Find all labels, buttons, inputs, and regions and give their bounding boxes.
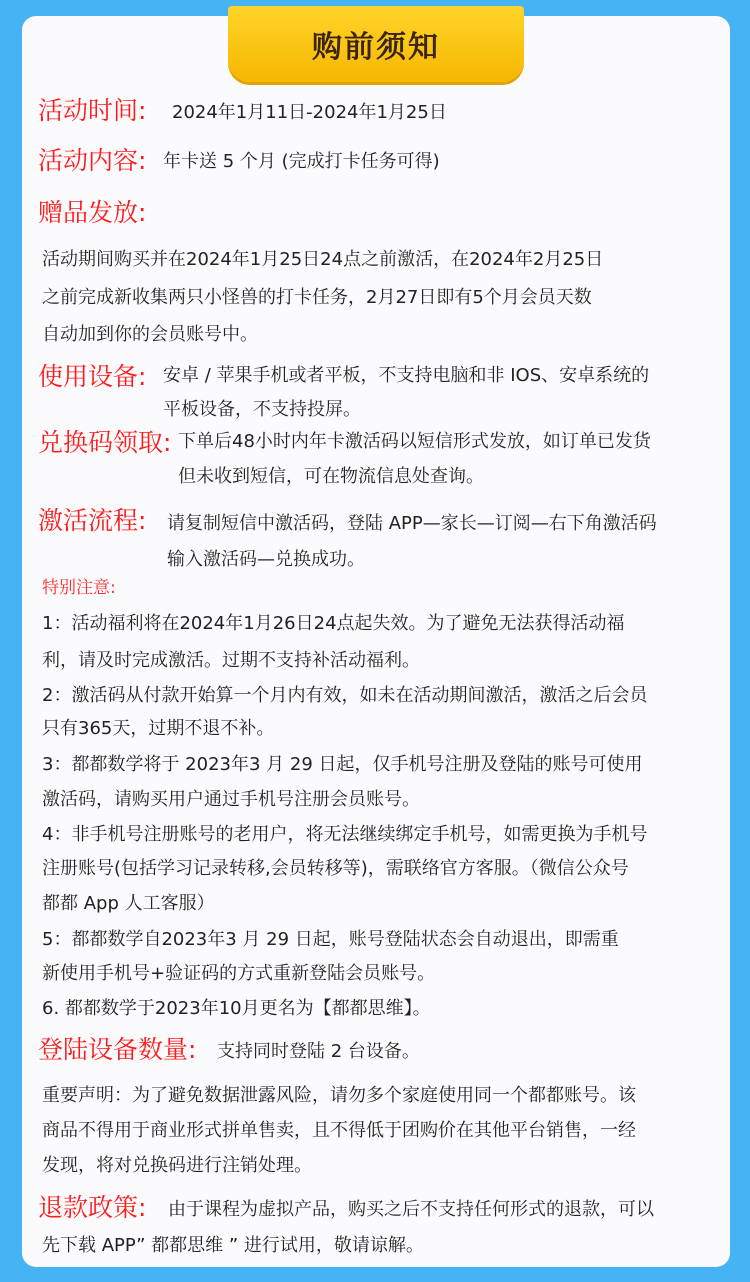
login-devices-label: 登陆设备数量: (38, 1035, 197, 1064)
login-devices-value: 支持同时登陆 2 台设备。 (217, 1041, 420, 1062)
note-line: 1：活动福利将在2024年1月26日24点起失效。为了避免无法获得活动福 (42, 613, 625, 634)
banner-title: 购前须知 (312, 30, 440, 65)
code-line: 下单后48小时内年卡激活码以短信形式发放，如订单已发货 (178, 431, 651, 452)
device-label: 使用设备: (38, 362, 147, 391)
code-label: 兑换码领取: (38, 428, 172, 457)
note-line: 利，请及时完成激活。过期不支持补活动福利。 (42, 650, 420, 671)
note-line: 注册账号(包括学习记录转移,会员转移等)，需联络官方客服。（微信公众号 (42, 858, 629, 879)
activity-time-label: 活动时间: (38, 96, 147, 125)
flow-line: 请复制短信中激活码，登陆 APP—家长—订阅—右下角激活码 (167, 513, 657, 534)
note-line: 3：都都数学将于 2023年3 月 29 日起，仅手机号注册及登陆的账号可使用 (42, 754, 643, 775)
note-line: 4：非手机号注册账号的老用户，将无法继续绑定手机号，如需更换为手机号 (42, 824, 648, 845)
note-line: 新使用手机号+验证码的方式重新登陆会员账号。 (42, 963, 436, 984)
note-line: 激活码，请购买用户通过手机号注册会员账号。 (42, 789, 420, 810)
refund-label: 退款政策: (38, 1193, 147, 1222)
statement-line: 发现，将对兑换码进行注销处理。 (42, 1155, 312, 1176)
note-line: 6. 都都数学于2023年10月更名为【都都思维】。 (42, 998, 431, 1019)
note-line: 2：激活码从付款开始算一个月内有效，如未在活动期间激活，激活之后会员 (42, 685, 648, 706)
code-line: 但未收到短信，可在物流信息处查询。 (178, 466, 484, 487)
device-line: 平板设备，不支持投屏。 (163, 399, 361, 420)
notes-label: 特别注意: (42, 578, 116, 598)
gift-line: 自动加到你的会员账号中。 (42, 324, 258, 345)
statement-line: 商品不得用于商业形式拼单售卖，且不得低于团购价在其他平台销售，一经 (42, 1120, 636, 1141)
flow-line: 输入激活码—兑换成功。 (167, 549, 365, 570)
gift-line: 之前完成新收集两只小怪兽的打卡任务，2月27日即有5个月会员天数 (42, 287, 592, 308)
refund-line: 先下载 APP” 都都思维 ” 进行试用，敬请谅解。 (42, 1235, 424, 1256)
activity-time-value: 2024年1月11日-2024年1月25日 (172, 102, 447, 123)
activity-content-label: 活动内容: (38, 146, 147, 175)
note-line: 都都 App 人工客服） (42, 893, 215, 914)
activity-content-value: 年卡送 5 个月 (完成打卡任务可得) (163, 151, 440, 172)
statement-line: 重要声明：为了避免数据泄露风险，请勿多个家庭使用同一个都都账号。该 (42, 1085, 636, 1106)
gift-line: 活动期间购买并在2024年1月25日24点之前激活，在2024年2月25日 (42, 249, 604, 270)
note-line: 5：都都数学自2023年3 月 29 日起，账号登陆状态会自动退出，即需重 (42, 929, 619, 950)
gift-label: 赠品发放: (38, 198, 147, 227)
note-line: 只有365天，过期不退不补。 (42, 718, 275, 739)
flow-label: 激活流程: (38, 506, 147, 535)
refund-line: 由于课程为虚拟产品，购买之后不支持任何形式的退款，可以 (168, 1199, 654, 1220)
title-banner (228, 6, 524, 82)
device-line: 安卓 / 苹果手机或者平板，不支持电脑和非 IOS、安卓系统的 (163, 365, 650, 386)
